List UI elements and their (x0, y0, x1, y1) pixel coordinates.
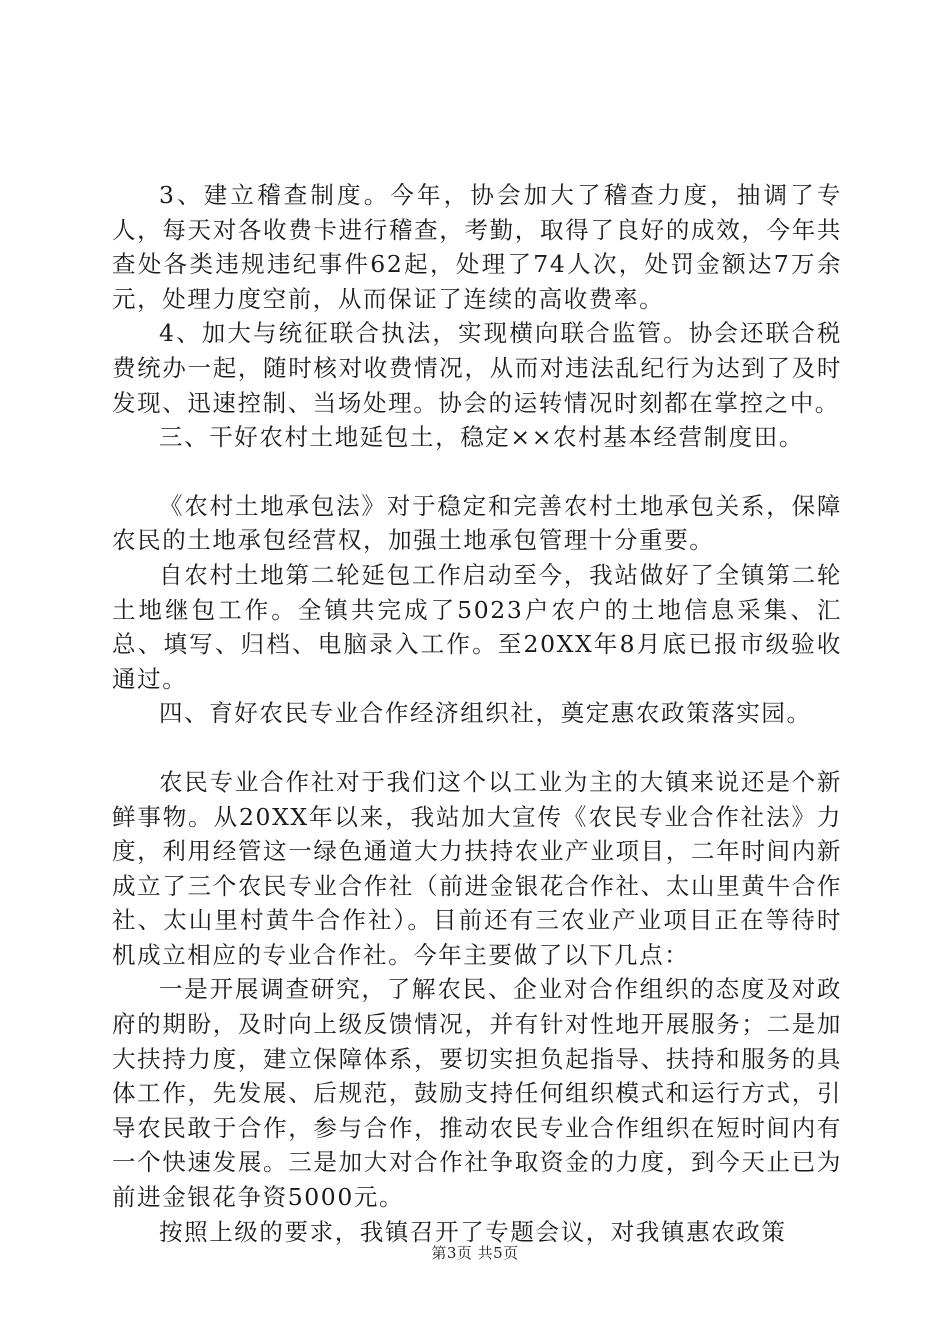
paragraph-joint-enforcement: 4、加大与统征联合执法，实现横向联合监管。协会还联合税费统办一起，随时核对收费情况，从而对违法乱纪行为达到了及时发现、迅速控制、当场处理。协会的运转情况时刻都在掌控之中。 (112, 319, 842, 417)
blank-line (112, 731, 842, 765)
paragraph-second-round-contract: 自农村土地第二轮延包工作启动至今，我站做好了全镇第二轮土地继包工作。全镇共完成了5023户农户的土地信息采集、汇总、填写、归档、电脑录入工作。至20XX年8月底已报市级验收通过。 (112, 560, 842, 693)
paragraph-cooperatives-actions: 一是开展调查研究，了解农民、企业对合作组织的态度及对政府的期盼，及时向上级反馈情况，并有针对性地开展服务；二是加大扶持力度，建立保障体系，要切实担负起指导、扶持和服务的具体工作，先发展、后规范，鼓励支持任何组织模式和运行方式，引导农民敢于合作，参与合作，推动农民专业合作组织在短时间内有一个快速发展。三是加大对合作社争取资金的力度，到今天止已为前进金银花争资5000元。 (112, 975, 842, 1212)
document-body (112, 178, 842, 1249)
paragraph-policy-meeting: 按照上级的要求，我镇召开了专题会议，对我镇惠农政策 (159, 1217, 787, 1246)
section-heading-cooperatives: 四、育好农民专业合作经济组织社，奠定惠农政策落实园。 (159, 699, 812, 728)
paragraph-cooperatives-intro: 农民专业合作社对于我们这个以工业为主的大镇来说还是个新鲜事物。从20XX年以来，我站加大宣传《农民专业合作社法》力度，利用经管这一绿色通道大力扶持农业产业项目，二年时间内新成立了三个农民专业合作社（前进金银花合作社、太山里黄牛合作社、太山里村黄牛合作社）。目前还有三农业产业项目正在等待时机成立相应的专业合作社。今年主要做了以下几点： (112, 767, 842, 969)
blank-line (112, 455, 842, 489)
paragraph-audit-system: 3、建立稽查制度。今年，协会加大了稽查力度，抽调了专人，每天对各收费卡进行稽查，考勤，取得了良好的成效，今年共查处各类违规违纪事件62起，处理了74人次，处罚金额达7万余元，处理力度空前，从而保证了连续的高收费率。 (112, 181, 842, 313)
paragraph-land-contract-law: 《农村土地承包法》对于稳定和完善农村土地承包关系，保障农民的土地承包经营权，加强土地承包管理十分重要。 (112, 491, 842, 555)
section-heading-land-contract: 三、干好农村土地延包土，稳定××农村基本经营制度田。 (159, 423, 804, 452)
page-number-footer: 第3页 共5页 (431, 1244, 519, 1262)
